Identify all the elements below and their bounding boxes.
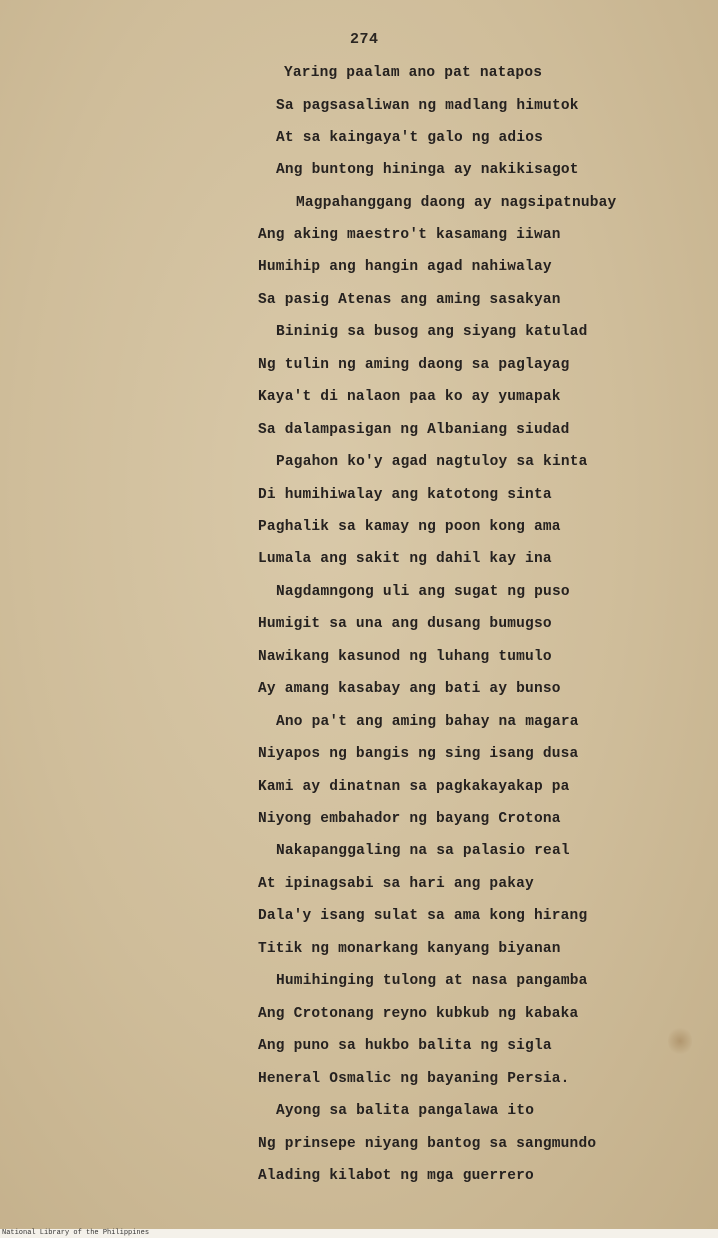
poem-line: Sa pagsasaliwan ng madlang himutok (276, 98, 579, 114)
poem-line: Ang aking maestro't kasamang iiwan (258, 227, 561, 243)
poem-line: Magpahanggang daong ay nagsipatnubay (296, 195, 617, 211)
poem-line: Ay amang kasabay ang bati ay bunso (258, 681, 561, 697)
poem-line: Ng tulin ng aming daong sa paglayag (258, 357, 570, 373)
poem-line: Ng prinsepe niyang bantog sa sangmundo (258, 1136, 597, 1152)
poem-line: Humigit sa una ang dusang bumugso (258, 616, 552, 632)
poem-line: Pagahon ko'y agad nagtuloy sa kinta (276, 454, 588, 470)
poem-line: At ipinagsabi sa hari ang pakay (258, 876, 534, 892)
poem-line: Ang Crotonang reyno kubkub ng kabaka (258, 1006, 579, 1022)
poem-line: Ang buntong hininga ay nakikisagot (276, 162, 579, 178)
poem-line: Sa pasig Atenas ang aming sasakyan (258, 292, 561, 308)
poem-line: Nagdamngong uli ang sugat ng puso (276, 584, 570, 600)
poem-line: Lumala ang sakit ng dahil kay ina (258, 551, 552, 567)
poem-line: Humihip ang hangin agad nahiwalay (258, 259, 552, 275)
poem-line: Bininig sa busog ang siyang katulad (276, 324, 588, 340)
poem-line: Kaya't di nalaon paa ko ay yumapak (258, 389, 561, 405)
poem-line: Paghalik sa kamay ng poon kong ama (258, 519, 561, 535)
paper-stain (668, 1026, 692, 1056)
poem-line: Heneral Osmalic ng bayaning Persia. (258, 1071, 570, 1087)
poem-line: Ayong sa balita pangalawa ito (276, 1103, 535, 1119)
poem-line: Nawikang kasunod ng luhang tumulo (258, 649, 552, 665)
poem-line: Nakapanggaling na sa palasio real (276, 843, 570, 859)
poem-line: Ang puno sa hukbo balita ng sigla (258, 1038, 552, 1054)
poem-line: Titik ng monarkang kanyang biyanan (258, 941, 561, 957)
poem-line: Kami ay dinatnan sa pagkakayakap pa (258, 779, 570, 795)
poem-line: Alading kilabot ng mga guerrero (258, 1168, 534, 1184)
poem-line: At sa kaingaya't galo ng adios (276, 130, 544, 146)
page-number: 274 (350, 31, 379, 48)
poem-line: Yaring paalam ano pat natapos (284, 65, 543, 81)
poem-line: Di humihiwalay ang katotong sinta (258, 487, 552, 503)
poem-line: Sa dalampasigan ng Albaniang siudad (258, 422, 570, 438)
poem-line: Dala'y isang sulat sa ama kong hirang (258, 908, 588, 924)
poem-line: Humihinging tulong at nasa pangamba (276, 973, 588, 989)
poem-line: Niyong embahador ng bayang Crotona (258, 811, 561, 827)
poem-line: Ano pa't ang aming bahay na magara (276, 714, 579, 730)
footer-bar (0, 1229, 718, 1238)
poem-line: Niyapos ng bangis ng sing isang dusa (258, 746, 579, 762)
footer-credit: National Library of the Philippines (2, 1229, 150, 1237)
